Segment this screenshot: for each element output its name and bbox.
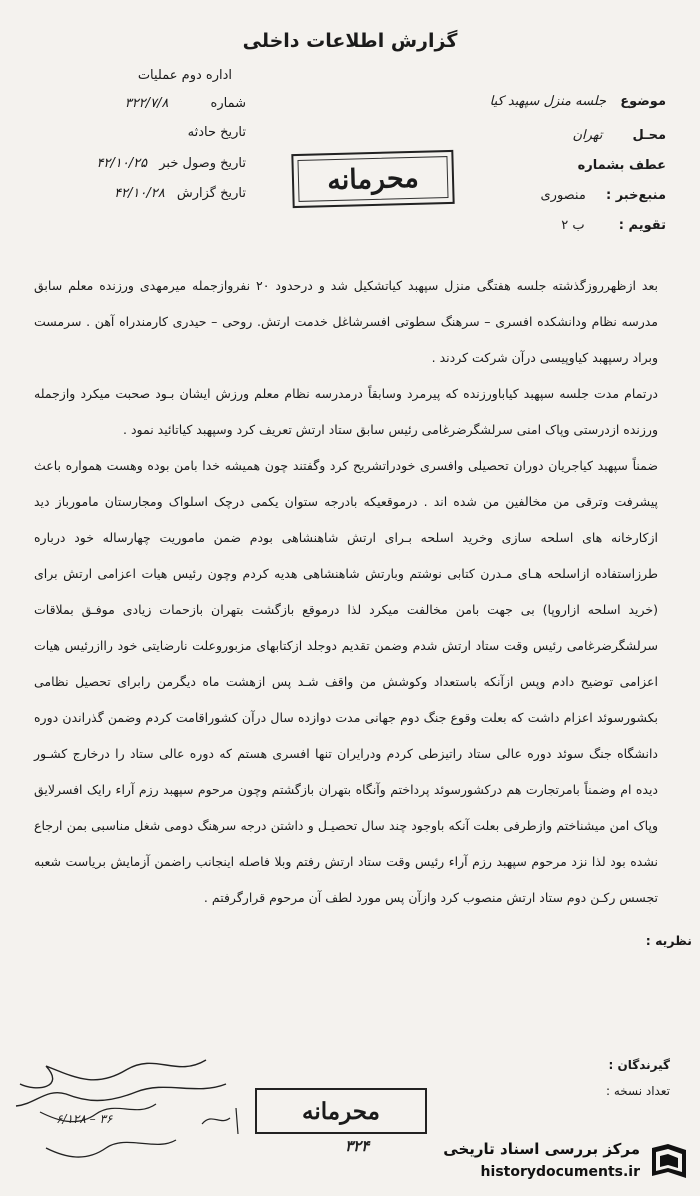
handwritten-signatures [6,1048,246,1174]
confidential-stamp-bottom: محرمانه [255,1088,427,1134]
rating-value: ب ۲ [561,218,585,233]
source-label: منبع‌خبر : [605,188,666,203]
rating-label: تقویم : [618,218,666,233]
source-row [540,188,666,203]
place-value: تهران [572,128,603,143]
confidential-stamp-top: محرمانه [291,150,454,208]
handwritten-margin-note: ۳۶ – ۶/۱۲۸ [56,1112,113,1126]
watermark-url: historydocuments.ir [480,1164,640,1180]
opinion-label: نظریه : [645,933,692,948]
incident-date-label: تاریخ حادثه [187,125,246,140]
signature-scribbles-icon [6,1048,246,1174]
ref-row [578,158,666,173]
received-date-value: ۴۲/۱۰/۲۵ [96,156,148,171]
rating-row [561,218,666,233]
body-paragraph-2: درتمام مدت جلسه سپهبد کیاباورزنده که پیرمرد وسابقاً درمدرسه نظام معلم ورزش ایشان بـود صحبت میکرد وازجمله ورزنده ازدرستی وپاک امنی سرلشگرضرغامی رئیس سابق ستاد ارتش تعریف کرد وسپهبد کیاتائید نمود . [34,386,658,437]
subject-value: جلسه منزل سپهبد کیا [489,94,607,109]
archive-watermark [430,1130,696,1190]
book-logo-icon [646,1138,692,1184]
subject-label: موضوع [620,94,666,109]
report-date-row [114,186,246,201]
watermark-org-name: مرکز بررسی اسناد تاریخی [443,1140,640,1158]
received-date-row [96,156,246,171]
document-title: گزارش اطلاعات داخلی [242,30,458,52]
report-date-label: تاریخ گزارش [176,186,246,201]
source-value: منصوری [540,188,586,203]
subject-row [490,94,666,109]
body-paragraph-1: بعد ازظهرروزگذشته جلسه هفتگی منزل سپهبد کیاتشکیل شد و درحدود ۲۰ نفروازجمله میرمهدی ورزنده معلم سابق مدرسه نظام ودانشکده افسری – سرهنگ سطوتی افسرشاغل خدمت ارتش. روحی – حیدری کارمندراه آهن . سرمست وبراد رسپهبد کیاوپیسی درآن شرکت کردند . [34,278,659,365]
report-date-value: ۴۲/۱۰/۲۸ [114,186,165,201]
place-label: محـل [632,128,666,143]
handwritten-number: ۳۲۴ [345,1137,370,1155]
department: اداره دوم عملیات [137,68,232,83]
body-paragraph-3: ضمناً سپهبد کیاجریان دوران تحصیلی وافسری خودراتشریح کرد وگفتند چون همیشه خدا بامن بوده وهست همواره باعث پیشرفت وترقی من مخالفین من شده اند . درموقعیکه بادرجه ستوان یکمی درچک اسلواک ومجارستان مامورباز دید ازکارخانه های اسلحه سازی وخرید اسلحه بـرای ارتش شاهنشاهی بودم ضمن ماموریت چهارساله خود درباره طرزاستفاده ازاسلحه هـای مـدرن کتابی نوشتم وبارتش شاهنشاهی هدیه کردم وچون رئیس هیات اعزامی ارتش برای (خرید اسلحه ازاروپا) بی جهت بامن مخالفت میکرد لذا درموقع بازگشت بتهران بازحمات زیادی موفـق بملاقات سرلشگرضرغامی رئیس وقت ستاد ارتش شدم وضمن تقدیم دوجلد ازکتابهای مزبوروعلت نارضایتی خود راازرئیس هیات اعزامی توضیح دادم وپس ازآنکه باستعداد وکوشش من واقف شـد پس ازهشت ماه دیگرمن رابرای تحصیل نظامی بکشورسوئد اعزام داشت که بعلت وقوع جنگ دوم جهانی مدت دوازده سال درآن کشوراقامت کردم وضمن گذراندن دوره دانشگاه جنگ سوئد دوره عالی ستاد راتیزطی کردم ودرایران تنها افسری هستم که دوره عالی ستاد را درخارج کشـور دیده ام وضمناً بامرتجارت هم درکشورسوئد پرداختم وآنگاه بتهران بازگشتم وچون مرحوم سپهبد رزم آراء رایک افسرلایق وپاک امن میشناختم وازطرفی بعلت آنکه باوجود چند سال تحصیـل و داشتن درجه سرهنگ دومی شغل مناسبی بمن ارجاع نشده بود لذا نزد مرحوم سپهبد رزم آراء رئیس وقت ستاد ارتش رفتم وبلا فاصله اینجانب راضمن آزمایش بریاست شعبه تجسس رکـن دوم ستاد ارتش منصوب کرد وازآن پس مورد لطف آن مرحوم قرارگرفتم . [34,458,658,905]
received-date-label: تاریخ وصول خبر [159,156,246,171]
number-label: شماره [210,96,246,111]
copies-label: تعداد نسخه : [605,1084,670,1098]
place-row [572,128,666,143]
number-row [125,96,246,111]
number-value: ۳۲۲/۷/۸ [124,96,169,111]
report-body [34,268,658,916]
recipients-label: گیرندگان : [608,1058,670,1072]
ref-label: عطف بشماره [577,158,666,173]
